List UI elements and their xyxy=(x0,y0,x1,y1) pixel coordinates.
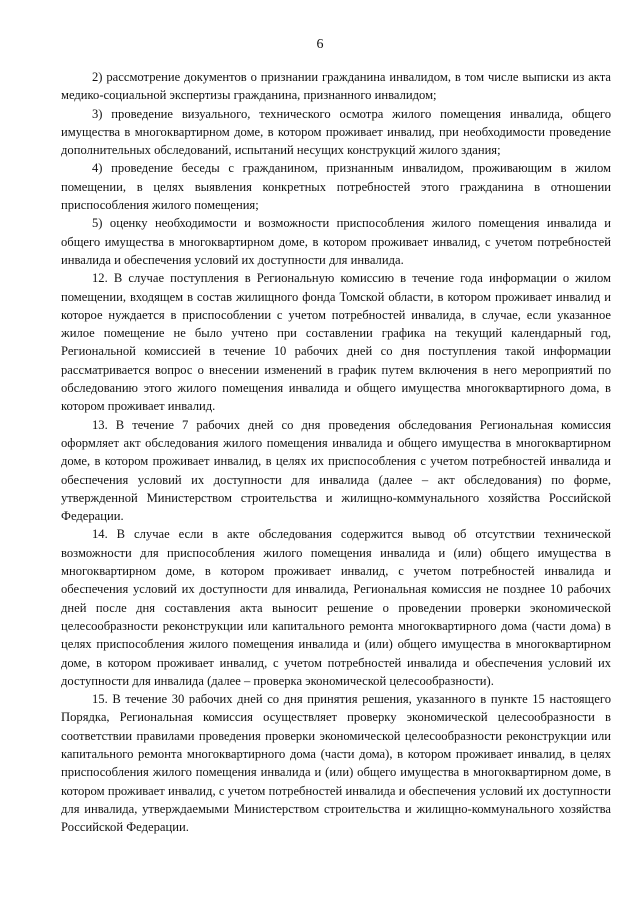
paragraph-clause-15: 15. В течение 30 рабочих дней со дня принятия решения, указанного в пункте 15 настоящего Порядка, Региональная комиссия осуществляет проверку экономической целесообразности в соответствии правилами проведения проверки экономической целесообразности реконструкции или капитального ремонта многоквартирного дома (части дома), в котором проживает инвалид, в целях приспособления жилого помещения инвалида и (или) общего имущества в многоквартирном доме, в котором проживает инвалид, с учетом потребностей инвалида и обеспечения условий их доступности для инвалида, утверждаемыми Министерством строительства и жилищно-коммунального хозяйства Российской Федерации. xyxy=(61,692,611,835)
paragraph-clause-14: 14. В случае если в акте обследования содержится вывод об отсутствии технической возможности для приспособления жилого помещения инвалида и (или) общего имущества в многоквартирном доме, в котором проживает инвалид, с учетом потребностей инвалида и обеспечения условий их доступности для инвалида, Региональная комиссия не позднее 10 рабочих дней после дня составления акта выносит решение о проведении проверки экономической целесообразности реконструкции или капитального ремонта многоквартирного дома (части дома) в целях приспособления жилого помещения инвалида и (или) общего имущества в многоквартирном доме, в котором проживает инвалид, с учетом потребностей инвалида и обеспечения условий их доступности для инвалида (далее – проверка экономической целесообразности). xyxy=(61,527,611,688)
paragraph-item-3: 3) проведение визуального, технического осмотра жилого помещения инвалида, общего имущества в многоквартирном доме, в котором проживает инвалид, при необходимости проведение дополнительных обследований, испытаний несущих конструкций жилого здания; xyxy=(61,106,611,158)
paragraph-clause-13: 13. В течение 7 рабочих дней со дня проведения обследования Региональная комиссия оформляет акт обследования жилого помещения инвалида и общего имущества в многоквартирном доме, в котором проживает инвалид, в целях их приспособления с учетом потребностей инвалида и обеспечения условий их доступности для инвалида (далее – акт обследования) по форме, утвержденной Министерством строительства и жилищно-коммунального хозяйства Российской Федерации. xyxy=(61,417,611,524)
document-body xyxy=(61,68,611,836)
paragraph-item-2: 2) рассмотрение документов о признании гражданина инвалидом, в том числе выписки из акта медико-социальной экспертизы гражданина, признанного инвалидом; xyxy=(61,70,611,103)
paragraph-clause-12: 12. В случае поступления в Региональную комиссию в течение года информации о жилом помещении, входящем в состав жилищного фонда Томской области, в котором проживает инвалид и которое нуждается в приспособлении с учетом потребностей инвалида, в случае, если указанное жилое помещение не было учтено при составлении графика на текущий календарный год, Региональной комиссией в течение 10 рабочих дней со дня поступления такой информации рассматривается вопрос о внесении изменений в график путем включения в него мероприятий по обследованию этого жилого помещения инвалида и общего имущества многоквартирного дома, в котором проживает инвалид. xyxy=(61,271,611,414)
paragraph-item-4: 4) проведение беседы с гражданином, признанным инвалидом, проживающим в жилом помещении, в целях выявления конкретных потребностей этого гражданина в отношении приспособления жилого помещения; xyxy=(61,161,611,213)
page-number: 6 xyxy=(316,37,324,52)
paragraph-item-5: 5) оценку необходимости и возможности приспособления жилого помещения инвалида и общего имущества в многоквартирном доме, в котором проживает инвалид, с учетом потребностей инвалида и обеспечения условий их доступности для инвалида. xyxy=(61,216,611,267)
